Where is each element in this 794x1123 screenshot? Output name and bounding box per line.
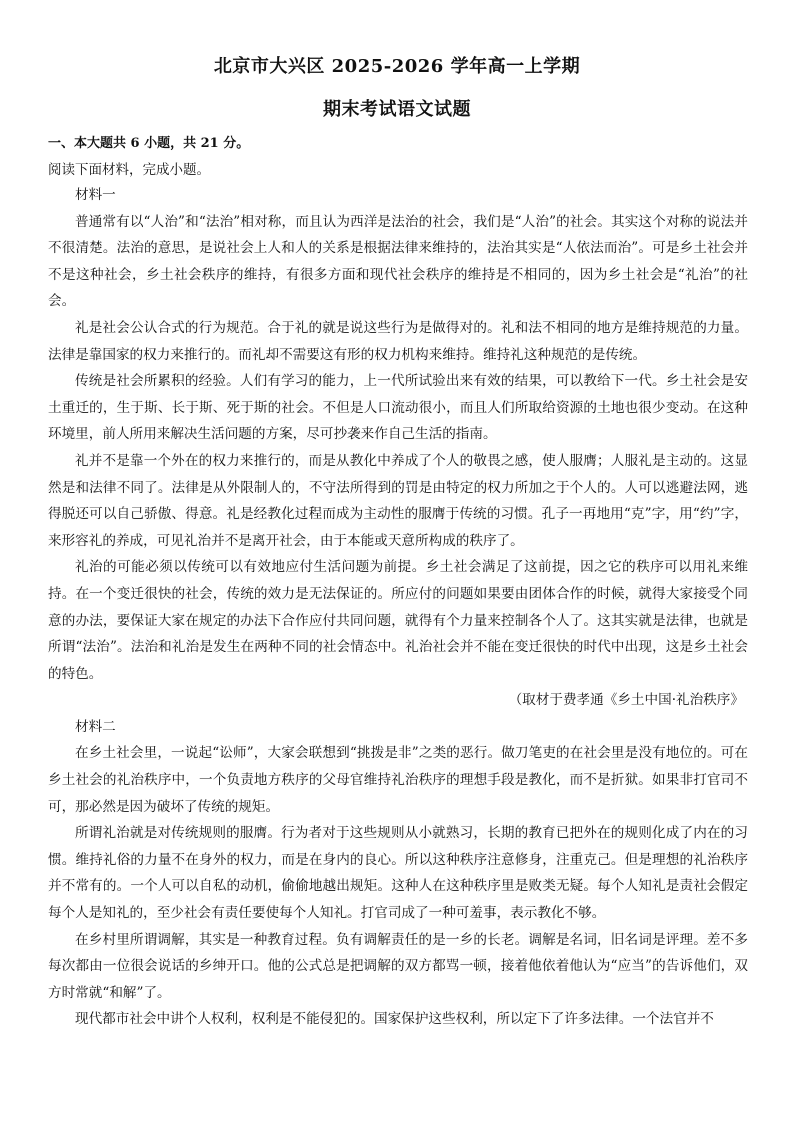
material2-paragraph-2: 所谓礼治就是对传统规则的服膺。行为者对于这些规则从小就熟习，长期的教育已把外在的规则化成了内在的习惯。维持礼俗的力量不在身外的权力，而是在身内的良心。所以这种秩序注意修身，注重克己。但是理想的礼治秩序并不常有的。一个人可以自私的动机，偷偷地越出规矩。这种人在这种秩序里是败类无疑。每个人知礼是责社会假定每个人是知礼的，至少社会有责任要使每个人知礼。打官司成了一种可羞事，表示教化不够。 xyxy=(48,825,748,922)
material1-paragraph-4: 礼并不是靠一个外在的权力来推行的，而是从教化中养成了个人的敬畏之感，使人服膺；人服礼是主动的。这显然是和法律不同了。法律是从外限制人的，不守法所得到的罚是由特定的权力所加之于个人的。人可以逃避法网，逃得脱还可以自己骄傲、得意。礼是经教化过程而成为主动性的服膺于传统的习惯。孔子一再地用“克”字，用“约”字，来形容礼的养成，可见礼治并不是离开社会，由于本能或天意所构成的秩序了。 xyxy=(48,452,748,549)
reading-material xyxy=(48,182,748,1033)
material2-paragraph-1: 在乡土社会里，一说起“讼师”，大家会联想到“挑拨是非”之类的恶行。做刀笔吏的在社会里是没有地位的。可在乡土社会的礼治秩序中，一个负责地方秩序的父母官维持礼治秩序的理想手段是教化，而不是折狱。如果非打官司不可，那必然是因为破坏了传统的规矩。 xyxy=(48,745,748,815)
section-intro: 阅读下面材料，完成小题。 xyxy=(48,162,210,178)
page-title: 北京市大兴区 2025-2026 学年高一上学期 xyxy=(213,56,581,77)
section-heading: 一、本大题共 6 小题，共 21 分。 xyxy=(48,136,250,151)
material1-paragraph-1: 普通常有以“人治”和“法治”相对称，而且认为西洋是法治的社会，我们是“人治”的社会。其实这个对称的说法并不很清楚。法治的意思，是说社会上人和人的关系是根据法律来维持的，法治其实是“人依法而治”。可是乡土社会并不是这种社会，乡土社会秩序的维持，有很多方面和现代社会秩序的维持是不相同的，因为乡土社会是“礼治”的社会。 xyxy=(48,213,748,310)
material1-paragraph-2: 礼是社会公认合式的行为规范。合于礼的就是说这些行为是做得对的。礼和法不相同的地方是维持规范的力量。法律是靠国家的权力来推行的。而礼却不需要这有形的权力机构来维持。维持礼这种规范的是传统。 xyxy=(48,319,748,363)
material2-paragraph-4: 现代都市社会中讲个人权利，权利是不能侵犯的。国家保护这些权利，所以定下了许多法律。一个法官并不 xyxy=(75,1011,714,1028)
page-subtitle: 期末考试语文试题 xyxy=(323,99,471,120)
material1-paragraph-5: 礼治的可能必须以传统可以有效地应付生活问题为前提。乡土社会满足了这前提，因之它的秩序可以用礼来维持。在一个变迁很快的社会，传统的效力是无法保证的。所应付的问题如果要由团体合作的时候，就得大家接受个同意的办法，要保证大家在规定的办法下合作应付共同问题，就得有个力量来控制各个人了。这其实就是法律，也就是所谓“法治”。法治和礼治是发生在两种不同的社会情态中。礼治社会并不能在变迁很快的时代中出现，这是乡土社会的特色。 xyxy=(48,559,748,682)
material2-paragraph-3: 在乡村里所谓调解，其实是一种教育过程。负有调解责任的是一乡的长老。调解是名词，旧名词是评理。差不多每次都由一位很会说话的乡绅开口。他的公式总是把调解的双方都骂一顿，接着他依着他认为“应当”的告诉他们，双方时常就“和解”了。 xyxy=(48,931,748,1001)
material1-paragraph-3: 传统是社会所累积的经验。人们有学习的能力，上一代所试验出来有效的结果，可以教给下一代。乡土社会是安土重迁的，生于斯、长于斯、死于斯的社会。不但是人口流动很小，而且人们所取给资源的土地也很少变动。在这种环境里，前人所用来解决生活问题的方案，尽可抄袭来作自己生活的指南。 xyxy=(48,373,748,443)
material1-label: 材料一 xyxy=(75,187,116,203)
material1-source: （取材于费孝通《乡土中国·礼治秩序》 xyxy=(508,692,744,709)
material2-label: 材料二 xyxy=(75,718,116,735)
